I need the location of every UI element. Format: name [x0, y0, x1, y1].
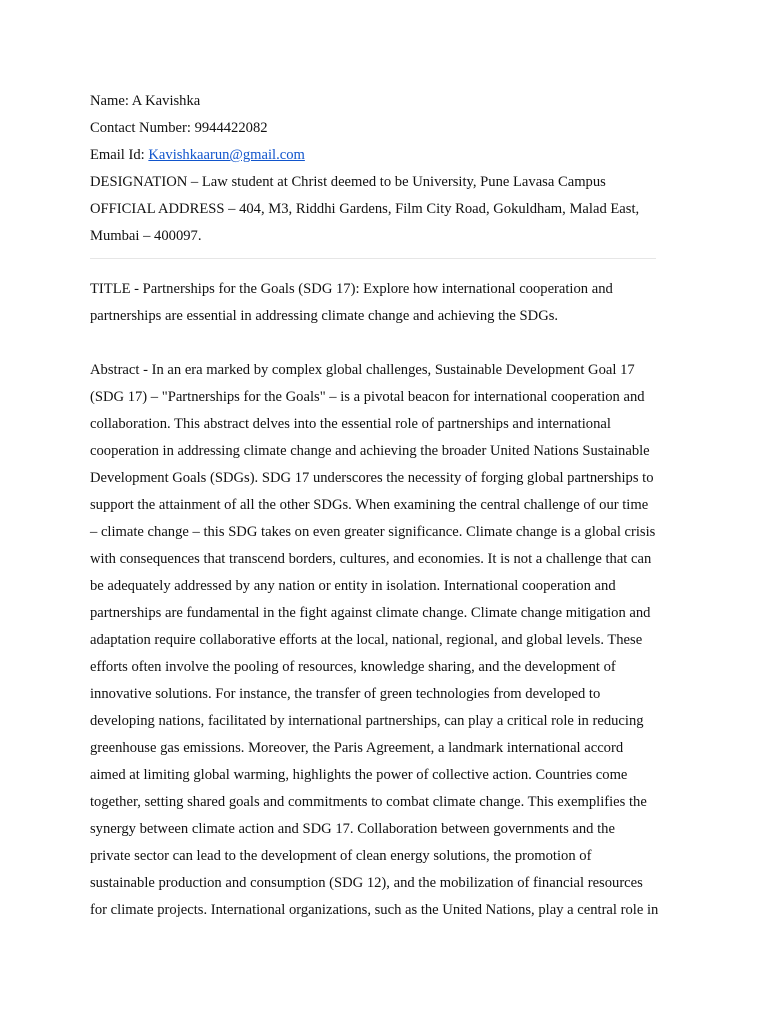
abstract-line: partnerships are fundamental in the fight against climate change. Climate change mitigation and — [90, 605, 651, 621]
abstract-line: developing nations, facilitated by international partnerships, can play a critical role in reducing — [90, 713, 644, 729]
abstract-line: together, setting shared goals and commitments to combat climate change. This exemplifies the — [90, 794, 647, 810]
abstract-line: efforts often involve the pooling of resources, knowledge sharing, and the development of — [90, 659, 616, 675]
abstract-line: private sector can lead to the development of clean energy solutions, the promotion of — [90, 848, 592, 864]
abstract-line: be adequately addressed by any nation or entity in isolation. International cooperation and — [90, 578, 616, 594]
title-paragraph — [90, 276, 682, 330]
abstract-line: greenhouse gas emissions. Moreover, the Paris Agreement, a landmark international accord — [90, 740, 624, 756]
abstract-line: sustainable production and consumption (SDG 12), and the mobilization of financial resources — [90, 875, 643, 891]
abstract-line: Development Goals (SDGs). SDG 17 underscores the necessity of forging global partnerships to — [90, 470, 654, 486]
header-divider — [90, 258, 656, 259]
abstract-line: with consequences that transcend borders, cultures, and economies. It is not a challenge that can — [90, 551, 652, 567]
author-header — [90, 88, 682, 250]
abstract-line: support the attainment of all the other SDGs. When examining the central challenge of our time — [90, 497, 649, 513]
abstract-line: for climate projects. International organizations, such as the United Nations, play a central role in — [90, 902, 659, 918]
abstract-line: collaboration. This abstract delves into the essential role of partnerships and international — [90, 416, 611, 432]
abstract-line: aimed at limiting global warming, highlights the power of collective action. Countries come — [90, 767, 628, 783]
abstract-line: innovative solutions. For instance, the transfer of green technologies from developed to — [90, 686, 601, 702]
abstract-line: – climate change – this SDG takes on even greater significance. Climate change is a global crisis — [90, 524, 656, 540]
name-line: Name: A Kavishka — [90, 93, 201, 109]
email-link[interactable]: Kavishkaarun@gmail.com — [148, 147, 305, 163]
email-label: Email Id: — [90, 147, 149, 163]
address-line-2: Mumbai – 400097. — [90, 228, 202, 244]
abstract-line: adaptation require collaborative efforts at the local, national, regional, and global levels. These — [90, 632, 643, 648]
abstract-line: Abstract - In an era marked by complex global challenges, Sustainable Development Goal 17 — [90, 362, 635, 378]
address-line-1: OFFICIAL ADDRESS – 404, M3, Riddhi Gardens, Film City Road, Gokuldham, Malad East, — [90, 201, 640, 217]
abstract-paragraph — [90, 357, 682, 924]
abstract-line: cooperation in addressing climate change and achieving the broader United Nations Sustainable — [90, 443, 650, 459]
designation-line: DESIGNATION – Law student at Christ deemed to be University, Pune Lavasa Campus — [90, 174, 606, 190]
email-line — [90, 142, 682, 169]
contact-number-line: Contact Number: 9944422082 — [90, 120, 268, 136]
document-body — [90, 88, 682, 924]
title-line: TITLE - Partnerships for the Goals (SDG 17): Explore how international cooperation and — [90, 281, 613, 297]
title-line: partnerships are essential in addressing climate change and achieving the SDGs. — [90, 308, 559, 324]
abstract-line: (SDG 17) – "Partnerships for the Goals" – is a pivotal beacon for international cooperation and — [90, 389, 645, 405]
abstract-line: synergy between climate action and SDG 17. Collaboration between governments and the — [90, 821, 615, 837]
